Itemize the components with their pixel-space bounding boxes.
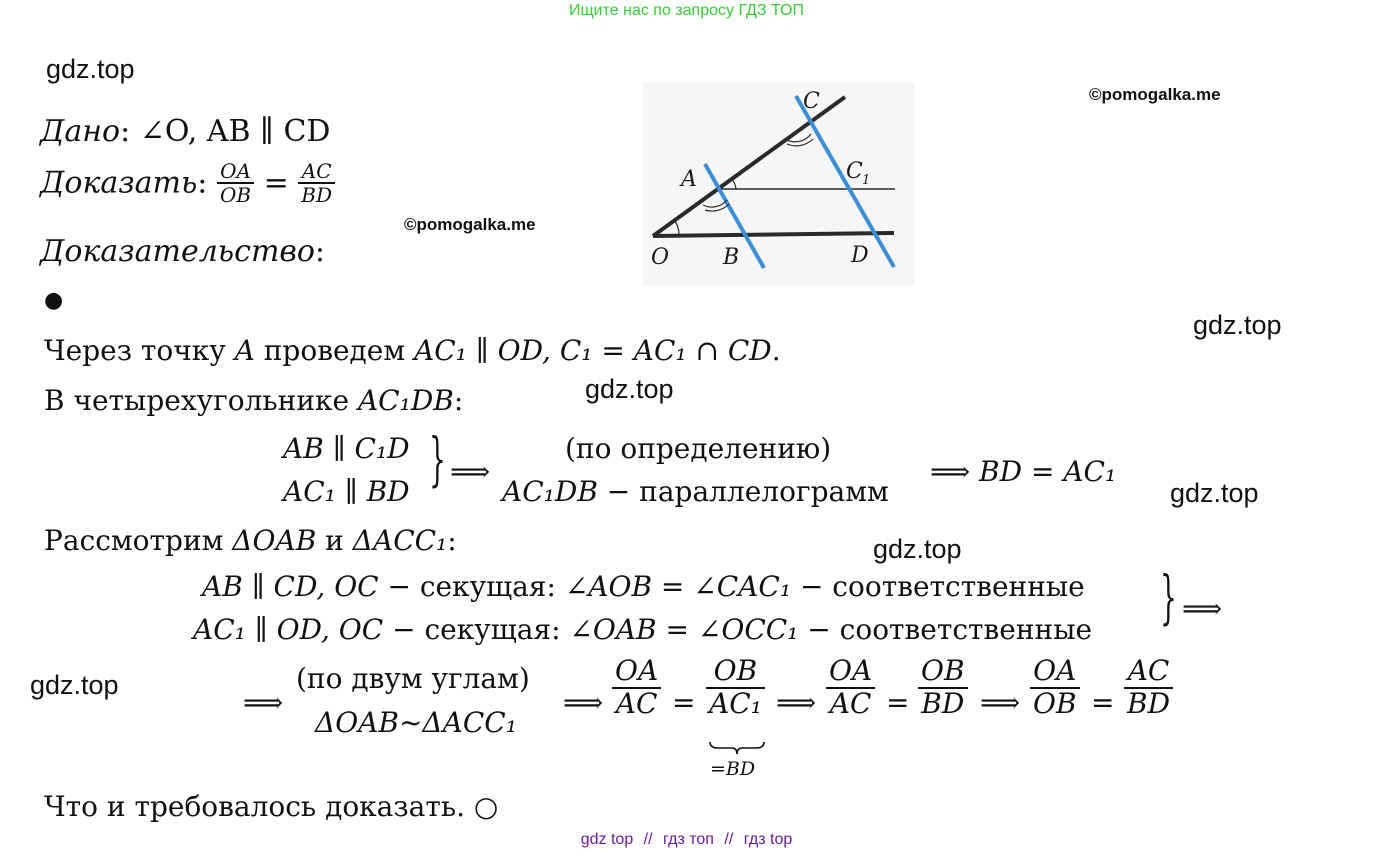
geometry-figure (643, 82, 915, 286)
label-o: O (651, 245, 670, 270)
final-fraction-3: $\frac{OA}{AC}$ (826, 656, 875, 720)
final-fraction-4: $\frac{OB}{BD}$ (918, 656, 968, 720)
gdz-watermark: gdz.top (30, 670, 119, 700)
label-d: D (851, 243, 869, 268)
top-banner: Ищите нас по запросу ГДЗ ТОП (569, 2, 804, 19)
final-arrow-3: ⟹ (776, 686, 817, 719)
gdz-watermark: gdz.top (873, 534, 962, 564)
final-arrow-4: ⟹ (980, 686, 1021, 719)
underbrace-label: =BD (710, 758, 756, 780)
final-reason: (по двум углам) (296, 662, 530, 695)
proof-label: Доказательство: (40, 234, 326, 269)
given-label: Дано (40, 114, 121, 149)
final-fraction-5: $\frac{OA}{OB}$ (1030, 656, 1080, 720)
qed-line: Что и требовалось доказать. ○ (44, 790, 499, 823)
footer-link-gdz-top[interactable]: gdz top (580, 831, 634, 848)
footer-links (0, 831, 1373, 849)
bullet: ● (44, 288, 64, 313)
system-1-conclusion: ⟹ BD = AC₁ (930, 455, 1117, 488)
pomogalka-watermark: ©pomogalka.me (1089, 85, 1221, 104)
prove-line: Доказать: $\frac{OA}{OB}$ = $\frac{AC}{BD}$ (40, 160, 335, 206)
prove-fraction-left: $\frac{OA}{OB}$ (217, 160, 254, 206)
pomogalka-watermark: ©pomogalka.me (404, 215, 536, 234)
given-text: : ∠O, AB ∥ CD (120, 114, 331, 149)
final-fraction-6: $\frac{AC}{BD}$ (1124, 656, 1173, 720)
label-c: C (803, 89, 820, 114)
system-1-result: AC₁DB − параллелограмм (502, 475, 889, 508)
footer-separator: // (724, 831, 734, 848)
label-c1: C (846, 159, 863, 184)
underbrace (708, 740, 766, 756)
system-1-reason: (по определению) (565, 432, 832, 465)
given-line (40, 114, 330, 149)
gdz-watermark: gdz.top (585, 374, 674, 404)
footer-link-gdz-top-ru[interactable]: гдз топ (663, 831, 714, 848)
system-2-arrow: ⟹ (1182, 592, 1223, 625)
final-similarity: ΔOAB~ΔACC₁ (315, 706, 517, 739)
step-2: В четырехугольнике AC₁DB: (44, 384, 464, 417)
label-a: A (681, 167, 697, 192)
system-1-line-2: AC₁ ∥ BD (283, 475, 410, 508)
system-2-line-2: AC₁ ∥ OD, OC − секущая: ∠OAB = ∠OCC₁ − соответственные (193, 613, 1093, 646)
final-arrow: ⟹ (243, 686, 284, 719)
equals-1: = (672, 686, 696, 719)
final-arrow-2: ⟹ (563, 686, 604, 719)
footer-separator: // (643, 831, 653, 848)
step-1: Через точку A проведем AC₁ ∥ OD, C₁ = AC₁ ∩ CD. (44, 334, 781, 367)
system-2-brace: } (1160, 563, 1177, 631)
label-c1-subscript: 1 (862, 173, 871, 188)
gdz-watermark: gdz.top (46, 54, 135, 84)
equals-3: = (1091, 686, 1115, 719)
system-1-line-1: AB ∥ C₁D (283, 432, 410, 465)
equals-2: = (886, 686, 910, 719)
step-3: Рассмотрим ΔOAB и ΔACC₁: (44, 524, 457, 557)
system-1-brace: } (429, 425, 446, 493)
final-fraction-2: $\frac{OB}{\text{AC₁}}$ (706, 656, 765, 720)
label-b: B (723, 245, 740, 270)
system-1-arrow: ⟹ (450, 455, 491, 488)
gdz-watermark: gdz.top (1170, 478, 1259, 508)
prove-fraction-right: $\frac{AC}{BD}$ (298, 160, 335, 206)
prove-label: Доказать (40, 165, 198, 201)
footer-link-gdz-top-mixed[interactable]: гдз top (743, 831, 793, 848)
system-2-line-1: AB ∥ CD, OC − секущая: ∠AOB = ∠CAC₁ − соответственные (202, 570, 1085, 603)
gdz-watermark: gdz.top (1193, 310, 1282, 340)
final-fraction-1: $\frac{OA}{AC}$ (612, 656, 661, 720)
